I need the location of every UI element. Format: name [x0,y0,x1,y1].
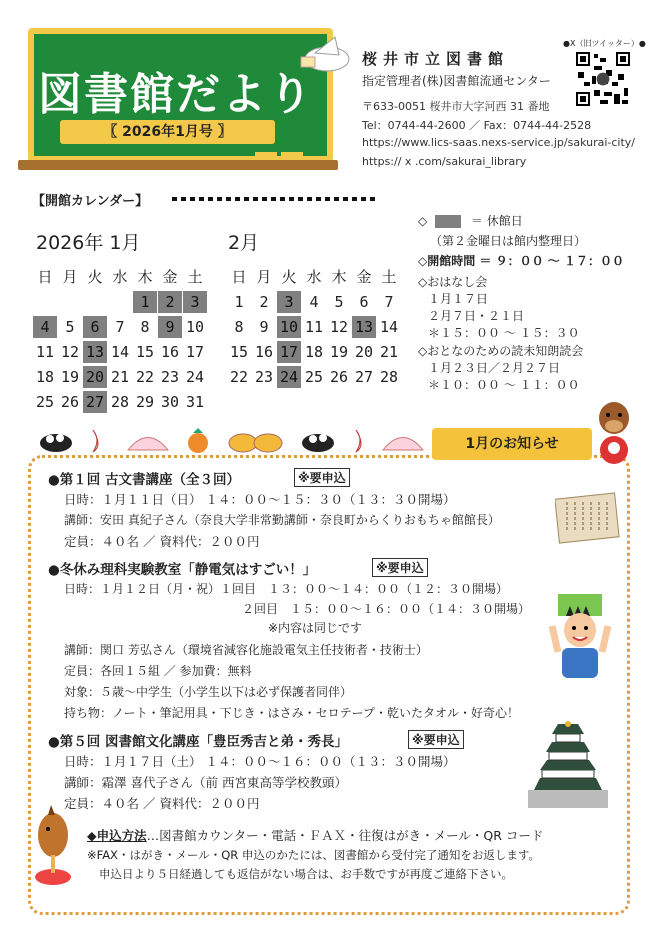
storytime-time: ＊１５：００ ～ １５：３０ [428,326,580,340]
calendar-day: 25 [35,393,55,411]
calendar-day: 18 [35,368,55,386]
weekday-header: 木 [331,268,347,286]
calendar-day: 25 [304,368,324,386]
calendar-day: 28 [379,368,399,386]
event2-lecturer: 講師：関口 芳弘さん（環境省減容化施設電気主任技術者・技術士） [64,643,428,657]
event1-datetime: 日時：１月１１日（日） １４：００～１５：３０（１３：３０開場） [64,492,456,507]
closed-day: 24 [277,366,301,388]
reading-time: ＊１０：００ ～ １１：００ [428,378,580,392]
address: 〒633-0051 桜井市大字河西 31 番地 [362,100,550,113]
calendar-day: 8 [234,318,244,336]
event3-title: ●第５回 図書館文化講座「豊臣秀吉と弟・秀長」 [48,734,348,750]
calendar-day: 23 [160,368,180,386]
closed-day: 1 [133,291,157,313]
closed-day: 17 [277,341,301,363]
calendar-day: 21 [379,343,399,361]
event1-lecturer: 講師：安田 真紀子さん（奈良大学非常勤講師・奈良町からくりおもちゃ館館長） [64,513,500,527]
weekday-header: 月 [62,268,78,286]
calendar-day: 11 [35,343,55,361]
calendar-heading: 【開館カレンダー】 [32,194,149,209]
library-name: 桜井市立図書館 [362,50,510,68]
event2-items: 持ち物：ノート・筆記用具・下じき・はさみ・セロテープ・乾いたタオル・好奇心！ [64,706,520,720]
january-calendar [33,266,209,426]
event2-apply-tag: ※要申込 [372,558,428,577]
calendar-day: 20 [354,343,374,361]
dove-icon [295,35,355,75]
calendar-day: 15 [135,343,155,361]
weekday-header: 火 [281,268,297,286]
reading-title: ◇おとなのための読未知朗読会 [418,344,584,358]
calendar-day: 14 [379,318,399,336]
application-info [75,822,600,887]
calendar-day: 15 [229,343,249,361]
apply-method-heading: ◆申込方法 [87,828,147,843]
calendar-day: 22 [229,368,249,386]
weekday-header: 日 [37,268,53,286]
event3-datetime: 日時：１月１７日（土） １４：００～１６：００（１３：３０開場） [64,754,456,769]
website-link[interactable]: https://www.lics-saas.nexs-service.jp/sakurai-city/ [362,136,636,149]
new-year-decoration-icon [38,425,428,455]
opening-hours: ◇開館時間 ＝ ９：００ ～ １７：００ [418,254,624,268]
issue-label: 〖 2026年1月号 〗 [60,120,275,144]
notice-banner: 1月のお知らせ [432,428,592,460]
event3-apply-tag: ※要申込 [408,730,464,749]
calendar-day: 8 [140,318,150,336]
legend-closed-label: ＝ 休館日 [470,214,523,228]
closed-day: 13 [83,341,107,363]
manager: 指定管理者(株)図書館流通センター [362,74,551,88]
apply-method-line [87,826,543,844]
closed-day: 4 [33,316,57,338]
weekday-header: 水 [306,268,322,286]
closed-day: 13 [352,316,376,338]
february-calendar [227,266,403,426]
calendar-day: 12 [60,343,80,361]
weekday-header: 金 [162,268,178,286]
calendar-day: 21 [110,368,130,386]
closed-swatch [435,215,461,228]
calendar-day: 16 [160,343,180,361]
event2-datetime-1: 日時：１月１２日（月・祝）１回目 １３：００～１４：００（１２：３０開場） [64,582,509,596]
boy-static-hair-icon [548,592,613,687]
event3-capacity: 定員：４０名 ／ 資料代：２００円 [64,796,260,811]
event1-title: ●第１回 古文書講座（全３回） [48,472,240,488]
calendar-day: 9 [259,318,269,336]
apply-note-2: 申込日より５日経過しても返信がない場合は、お手数ですが再度ご連絡下さい。 [99,867,513,881]
calendar-day: 1 [234,293,244,311]
calendar-day: 7 [115,318,125,336]
jan-month-label: 2026年 1月 [36,232,141,254]
calendar-day: 5 [334,293,344,311]
calendar-day: 11 [304,318,324,336]
weekday-header: 水 [112,268,128,286]
newsletter-title: 図書館だより [38,69,314,120]
weekday-header: 月 [256,268,272,286]
closed-day: 6 [83,316,107,338]
qr-label: ●X（旧ツイッター）● [563,39,646,48]
closed-day: 27 [83,391,107,413]
qr-code-icon[interactable] [574,50,632,108]
calendar-day: 28 [110,393,130,411]
legend [418,212,523,229]
phone-fax: Tel：0744-44-2600 ／ Fax：0744-44-2528 [362,119,592,132]
calendar-day: 26 [329,368,349,386]
calendar-day: 16 [254,343,274,361]
x-link[interactable]: https:// x .com/sakurai_library [362,155,527,168]
calendar-day: 14 [110,343,130,361]
feb-month-label: 2月 [228,232,260,254]
calendar-day: 7 [384,293,394,311]
horse-toy-icon [28,805,78,890]
weekday-header: 木 [137,268,153,286]
event2-capacity: 定員：各回１５組 ／ 参加費：無料 [64,664,252,678]
closed-day: 2 [158,291,182,313]
calendar-day: 23 [254,368,274,386]
calendar-day: 4 [309,293,319,311]
apply-note-1: ※FAX・はがき・メール・QR 申込のかたには、図書館から受付完了通知をお返します。 [87,848,540,862]
calendar-day: 22 [135,368,155,386]
closed-day: 3 [277,291,301,313]
event1-apply-tag: ※要申込 [294,468,350,487]
horse-icon [592,398,637,468]
legend-note: （第２金曜日は館内整理日） [430,234,587,248]
closed-day: 3 [183,291,207,313]
closed-day: 9 [158,316,182,338]
calendar-day: 6 [359,293,369,311]
calendar-day: 5 [65,318,75,336]
eraser-icon [255,150,305,160]
calendar-day: 18 [304,343,324,361]
calendar-day: 24 [185,368,205,386]
chalk-ledge [18,160,338,170]
weekday-header: 土 [381,268,397,286]
weekday-header: 土 [187,268,203,286]
reading-dates: １月２３日／２月２７日 [428,361,561,375]
weekday-header: 火 [87,268,103,286]
calendar-day: 10 [185,318,205,336]
apply-method-body: …図書館カウンター・電話・ＦＡＸ・往復はがき・メール・QR コード [146,828,544,843]
event2-title: ●冬休み理科実験教室「静電気はすごい！」 [48,562,317,578]
calendar-day: 19 [329,343,349,361]
calendar-day: 26 [60,393,80,411]
closed-day: 10 [277,316,301,338]
event2-target: 対象：５歳～中学生（小学生以下は必ず保護者同伴） [64,685,353,699]
calendar-day: 27 [354,368,374,386]
old-document-icon [555,490,620,545]
weekday-header: 日 [231,268,247,286]
event3-lecturer: 講師：霜澤 喜代子さん（前 西宮東高等学校教頭） [64,775,347,790]
weekday-header: 金 [356,268,372,286]
calendar-day: 12 [329,318,349,336]
event2-datetime-2: ２回目 １５：００～１６：００（１４：３０開場） [242,602,531,616]
storytime-date-feb: ２月７日・２１日 [428,309,525,323]
legend-marker: ◇ [418,214,428,228]
calendar-day: 2 [259,293,269,311]
osaka-castle-icon [522,718,614,810]
storytime-title: ◇おはなし会 [418,275,488,289]
dotted-divider [172,194,382,204]
closed-day: 20 [83,366,107,388]
calendar-day: 30 [160,393,180,411]
event1-capacity: 定員：４０名 ／ 資料代：２００円 [64,534,260,549]
storytime-date-jan: １月１７日 [428,292,489,306]
calendar-day: 29 [135,393,155,411]
calendar-day: 31 [185,393,205,411]
event2-note: ※内容は同じです [268,621,363,635]
calendar-day: 19 [60,368,80,386]
calendar-day: 17 [185,343,205,361]
